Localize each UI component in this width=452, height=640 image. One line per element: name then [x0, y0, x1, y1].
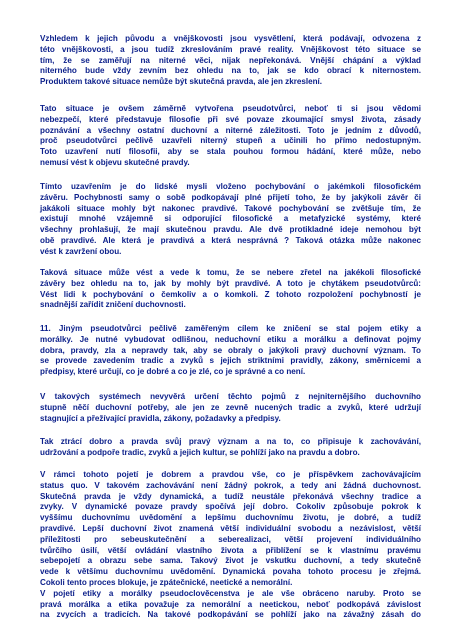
- text-line: morálky. Je nutné vybudovat odlišnou, neduchovní etiku a morálku a definovat pojmy: [40, 334, 421, 344]
- text-line: stagnující a přežívající pravidla, zákony, požadavky a předpisy.: [40, 413, 281, 423]
- text-line: jakákoli situace mohly být nakonec pravdivé. Takové pochybování se zvětšuje tím, že: [40, 203, 421, 213]
- text-line: stupně něčí duchovní potřeby, ale jen ze zevně nucených tradic a zvyků, které udržují: [40, 402, 421, 412]
- text-line: na zvycích a tradicích. Na takové podkopávání se pohlíží jako na závažný zásah do: [40, 610, 421, 620]
- text-line: předpisy, které určují, co je dobré a co je zlé, co je správné a co není.: [40, 367, 306, 377]
- text-line: nebezpečí, které představuje filosofie při své povaze zkoumající smysl života, zásady: [40, 114, 421, 124]
- text-line: sebepojetí a obrazu sebe sama. Takový život je vskutku duchovní, a tedy skutečně: [40, 556, 421, 566]
- text-line: snadnější zařídit zničení duchovnosti.: [40, 300, 186, 310]
- text-line: Tímto uzavřením je do lidské mysli vloženo pochybování o jakémkoli filosofickém: [40, 182, 421, 191]
- text-line: existují mnohé vzájemně si odporující filosofické a metafyzické systémy, které: [40, 214, 421, 224]
- text-line: pravdivé. Lepší duchovní život znamená větší individuální svobodu a nezávislost, větší: [40, 523, 421, 533]
- text-line: pravá morálka a etika považuje za nemorální a neetickou, neboť podkopává závislost: [40, 599, 421, 609]
- paragraph-doubt: [40, 182, 421, 258]
- text-line: Tak ztrácí dobro a pravda svůj pravý význam a na to, co připisuje k zachovávání,: [40, 437, 421, 446]
- text-line: V rámci tohoto pojetí je dobrem a pravdou vše, co je příspěvkem zachovávajícím: [40, 470, 421, 479]
- text-line: Taková situace může vést a vede k tomu, že se nebere zřetel na jakékoli filosofické: [40, 268, 421, 277]
- text-line: všechny prohlašují, že mají skutečnou pravdu. Ale dvě protikladné ideje nemohou být: [40, 225, 421, 235]
- text-line: Vést lidi k pochybování o čemkoliv a o komkoli. Z tohoto rozpoložení pochybností je: [40, 289, 421, 299]
- text-line: se provede zavedením tradic a zvyků s jejich striktními pravidly, zákony, směrnicemi a: [40, 356, 421, 366]
- text-line: 11. Jiným pseudotvůrci pečlivě zaměřeným cílem ke zničení se stal pojem etiky a: [40, 324, 421, 333]
- paragraph-pseudocreators-trick: [40, 268, 421, 311]
- text-line: V pojetí etiky a morálky pseudoclověcenstva je ale vše obráceno naruby. Proto se: [40, 588, 421, 598]
- text-line: zvyky. V dynamické povaze pravdy spočívá její dobro. Cokoliv způsobuje pokrok k: [40, 502, 421, 512]
- paragraph-ethics-and-morality: [40, 324, 421, 378]
- paragraph-good-and-truth: [40, 437, 421, 459]
- text-line: příležitosti pro sebeuskutečnění a seberealizaci, větší projevení individuálního: [40, 534, 421, 544]
- text-line: tvůrčího úsilí, větší ovládání vlastního života a přiblížení se k vlastnímu pravému: [40, 545, 421, 555]
- text-line: Vzhledem k jejich původu a vnějškovosti jsou vysvětlení, která podávají, odvozena z: [40, 34, 421, 43]
- text-line: obě pravdivé. Ale která je pravdivá a která nesprávná ? Taková otázka může nakonec: [40, 235, 421, 245]
- text-line: této vnějškovosti, a jsou tudíž zkreslováním pravé reality. Vnějškovost této situace se: [40, 44, 421, 54]
- text-line: dobra, pravdy, zla a nepravdy tak, aby se obraly o jakýkoli pravý duchovní význam. To: [40, 345, 421, 355]
- text-line: Skutečná pravda je vždy dynamická, a tudíž neustále překonává všechny tradice a: [40, 491, 421, 501]
- text-line: vést k zavržení obou.: [40, 246, 122, 256]
- text-line: poznávání a všechny ostatní duchovní a niterné záležitosti. Toto je jedním z důvodů,: [40, 125, 421, 135]
- text-line: tím, že se zaměřují na niterné věci, nijak nepřekonává. Vnější chápání a výklad: [40, 55, 421, 65]
- text-line: závěry bez ohledu na to, jak by mohly být pravdivé. A toto je chytákem pseudotvůrců:: [40, 278, 421, 288]
- paragraph-philosophy-danger: [40, 104, 421, 169]
- text-line: Produktem takové situace nemůže být skutečná pravda, ale jen zkreslení.: [40, 77, 323, 87]
- text-line: Tato situace je ovšem záměrně vytvořena pseudotvůrci, neboť ti si jsou vědomi: [40, 104, 421, 113]
- paragraph-systems: [40, 392, 421, 424]
- text-line: V takových systémech nevyvěrá určení těchto pojmů z nejniternějšího duchovního: [40, 392, 421, 401]
- text-line: Toto uzavření nutí filosofii, aby se stala pouhou formou hádání, které může, nebo: [40, 147, 421, 157]
- text-line: proč pseudotvůrci pečlivě uzavřeli niterný stupeň a učinili ho přímo nedostupným.: [40, 136, 421, 146]
- text-line: niterného bude vždy zevním bez ohledu na to, jak se kdo obrací k niternostem.: [40, 66, 421, 76]
- text-line: status quo. V takovém zachovávání není žádný pokrok, a tedy ani žádná duchovnost.: [40, 480, 421, 490]
- text-line: udržování a podpoře tradic, zvyků a jejich kultur, se pohlíží jako na pravdu a dobro.: [40, 447, 360, 457]
- paragraph-status-quo: [40, 470, 421, 621]
- text-line: vyššímu duchovnímu uvědomění a lepšímu duchovnímu životu, je dobré, a tudíž: [40, 513, 421, 523]
- text-line: vede k většímu duchovnímu uvědomění. Dynamická povaha tohoto procesu je zřejmá.: [40, 567, 421, 577]
- text-line: nemusí vést k objevu skutečné pravdy.: [40, 157, 190, 167]
- paragraph-origin-of-explanations: [40, 34, 421, 88]
- text-line: Cokoli tento proces blokuje, je zpátečnické, neetické a nemorální.: [40, 577, 293, 587]
- text-line: závěru. Pochybnosti samy o sobě podkopávají plné přijetí toho, že by jakýkoli závěr či: [40, 192, 421, 202]
